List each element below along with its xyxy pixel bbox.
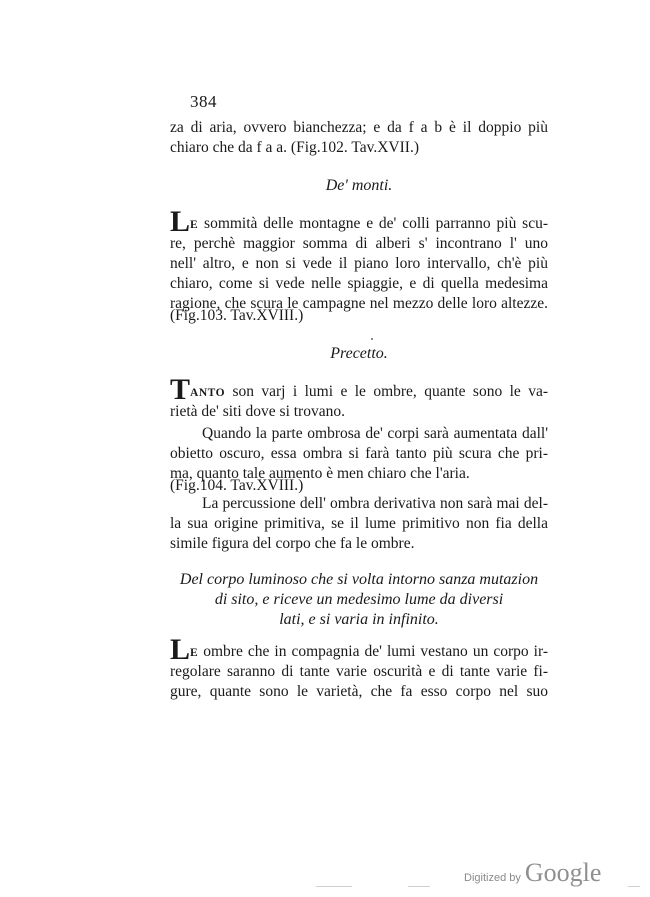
small-caps: ANTO	[190, 387, 226, 399]
small-caps: E	[190, 647, 199, 659]
page-number: 384	[190, 92, 217, 111]
text-line: ma, quanto tale aumento è men chiaro che l'aria.	[170, 465, 470, 482]
drop-cap: T	[170, 373, 191, 406]
text-line: za di aria, ovvero bianchezza; e da f a b è il doppio più	[170, 119, 548, 136]
ink-dot	[371, 338, 373, 340]
text-run: son varj i lumi e le ombre, quante sono le va-	[225, 383, 548, 400]
text-line: ragione, che scura le campagne nel mezzo delle loro altezze.	[170, 295, 548, 312]
text-line: Quando la parte ombrosa de' corpi sarà aumentata dall'	[202, 425, 548, 442]
scan-edge-mark	[628, 886, 640, 887]
text-line: rietà de' siti dove si trovano.	[170, 403, 345, 420]
text-line	[170, 205, 548, 238]
text-line	[170, 633, 548, 666]
section-heading: lati, e si varia in infinito.	[279, 611, 439, 628]
text-line: regolare saranno di tante varie oscurità e di tante varie fi-	[170, 663, 548, 680]
digitized-watermark	[464, 858, 601, 888]
watermark-prefix: Digitized by	[464, 872, 521, 884]
text-line: gure, quante sono le varietà, che fa esso corpo nel suo	[170, 683, 548, 700]
google-logo: Google	[524, 858, 602, 887]
text-line: La percussione dell' ombra derivativa non sarà mai del-	[202, 495, 548, 512]
text-line: chiaro che da f a a. (Fig.102. Tav.XVII.)	[170, 139, 419, 156]
text-line: simile figura del corpo che fa le ombre.	[170, 535, 415, 552]
scan-edge-mark	[316, 886, 352, 887]
section-heading: De' monti.	[325, 177, 393, 194]
drop-cap: L	[170, 633, 191, 666]
text-run: ombre che in compagnia de' lumi vestano un corpo ir-	[198, 643, 548, 660]
section-heading: Del corpo luminoso che si volta intorno sanza mutazion	[179, 571, 539, 588]
drop-cap: L	[170, 205, 191, 238]
text-run: sommità delle montagne e de' colli parranno più scu-	[198, 215, 548, 232]
section-heading: di sito, e riceve un medesimo lume da diversi	[214, 591, 504, 608]
figure-reference: (Fig.103. Tav.XVIII.)	[170, 307, 304, 324]
text-line: la sua origine primitiva, se il lume primitivo non fia della	[170, 515, 548, 532]
text-line	[170, 373, 548, 406]
figure-reference: (Fig.104. Tav.XVIII.)	[170, 477, 304, 494]
scan-edge-mark	[408, 886, 430, 887]
text-line: nell' altro, e non si vede il piano loro intervallo, ch'è più	[170, 255, 548, 272]
text-line: obietto oscuro, essa ombra si farà tanto più scura che pri-	[170, 445, 548, 462]
small-caps: E	[190, 219, 199, 231]
section-heading: Precetto.	[330, 345, 388, 362]
text-line: re, perchè maggior somma di alberi s' incontrano l' uno	[170, 235, 548, 252]
text-line: chiaro, come si vede nelle spiaggie, e di quella medesima	[170, 275, 548, 292]
